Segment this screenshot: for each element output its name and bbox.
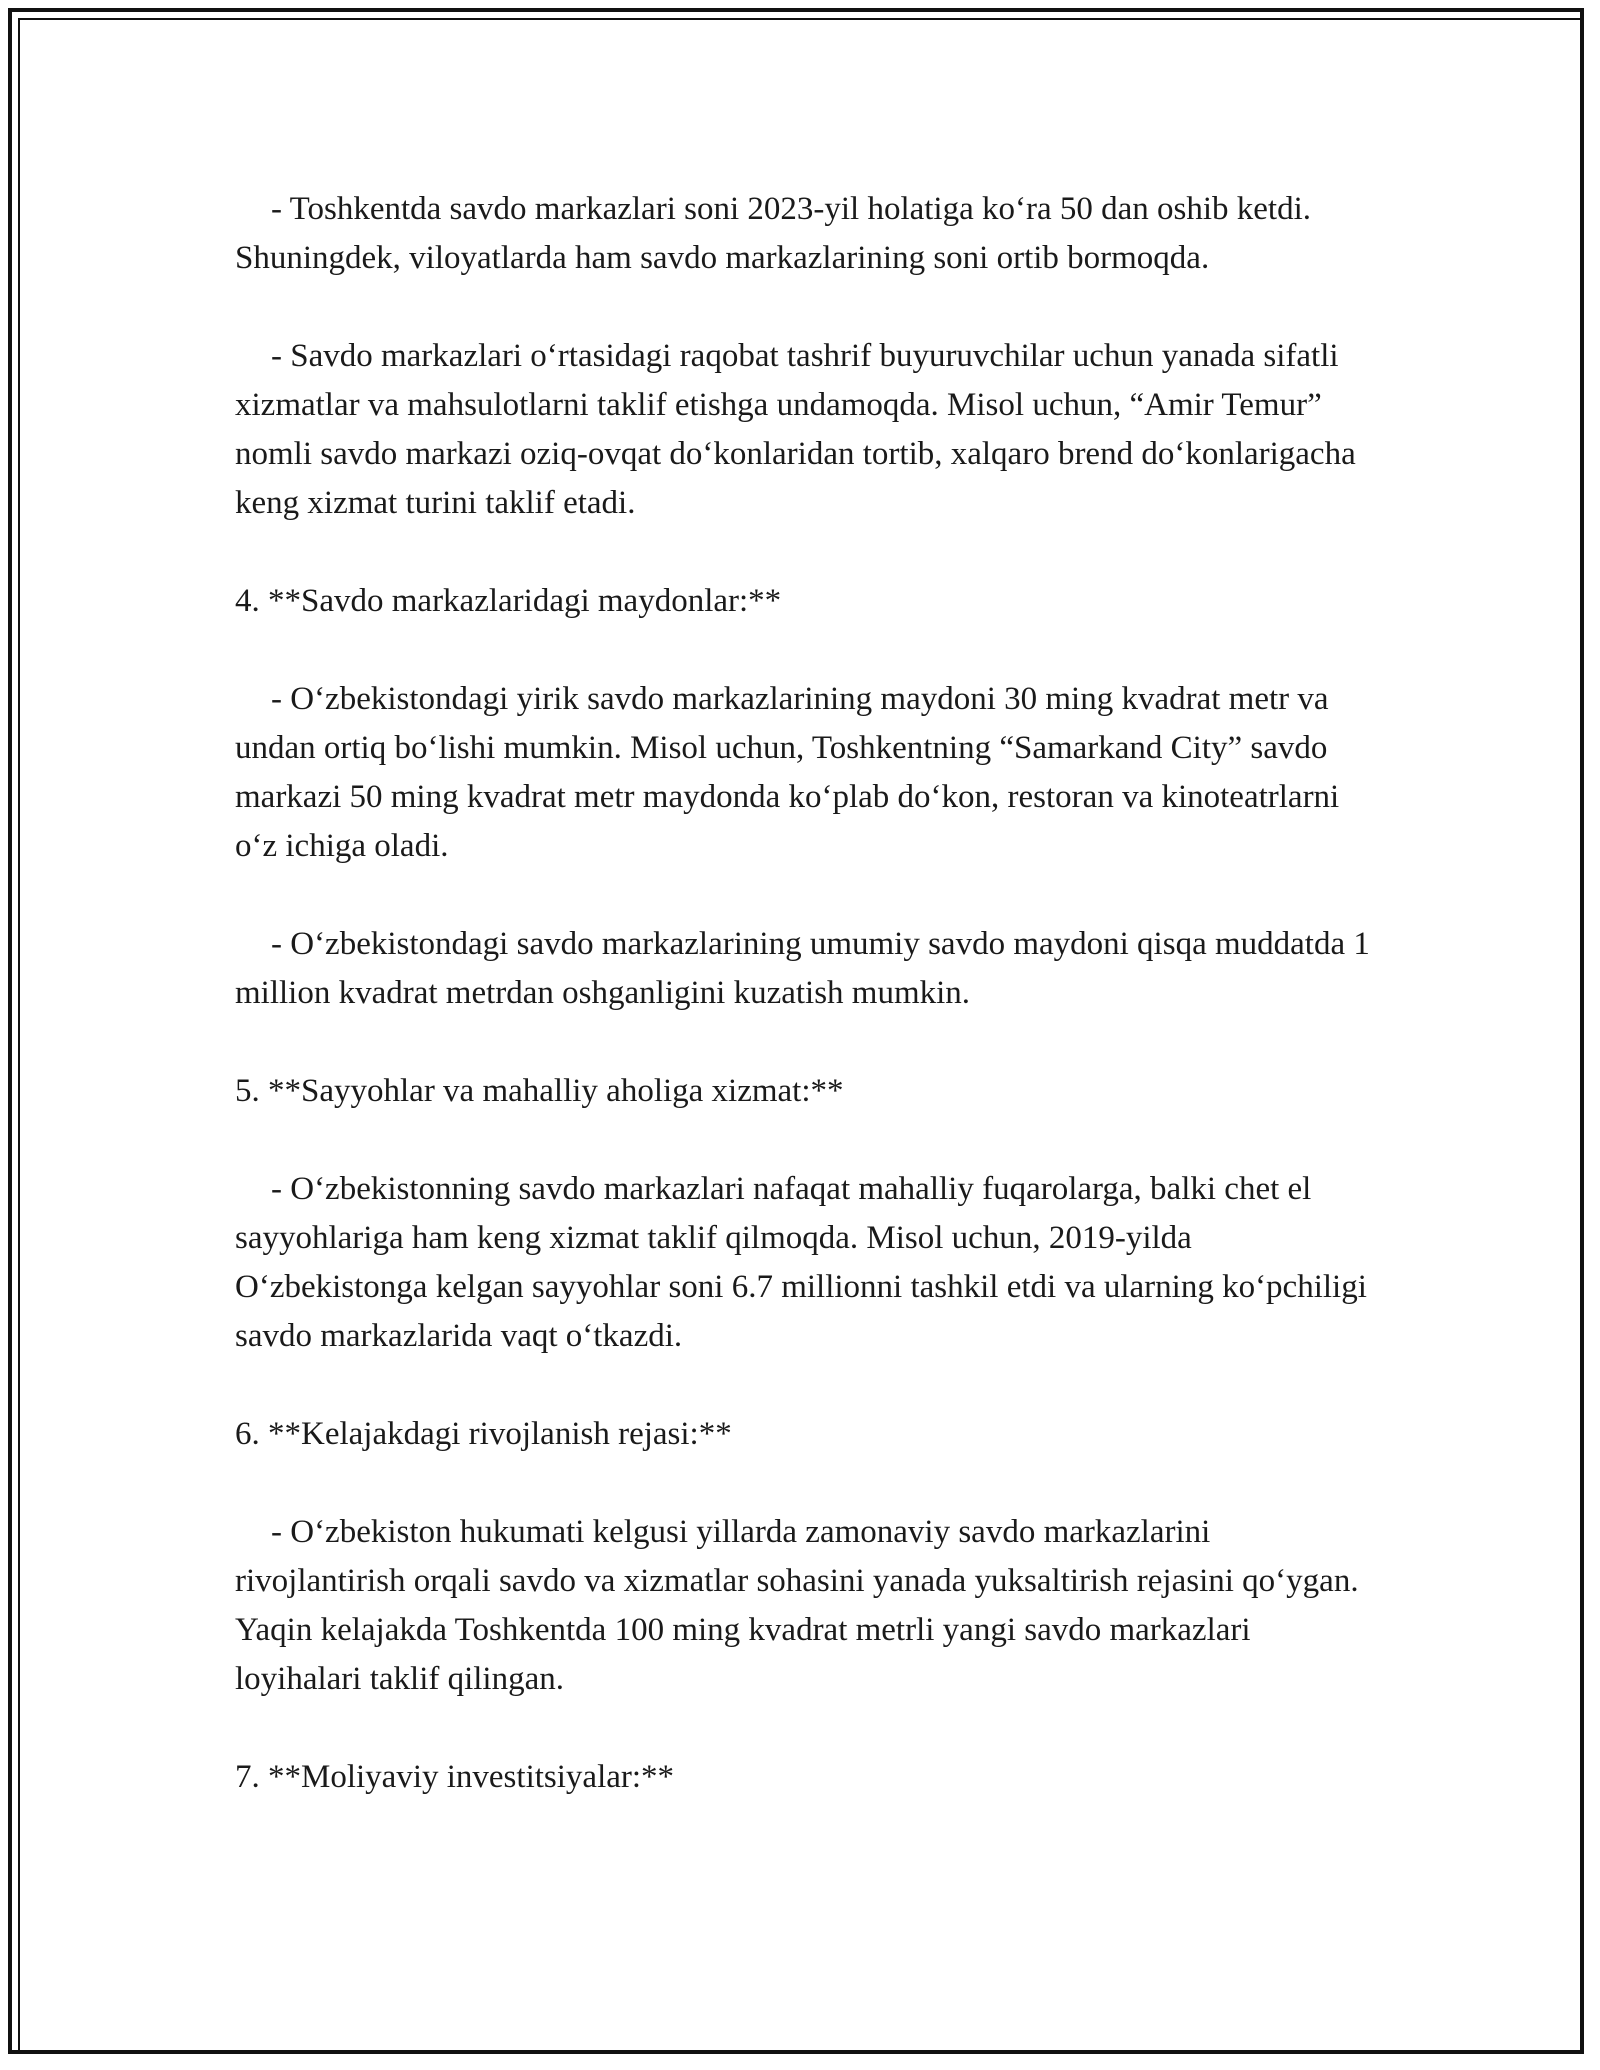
- section-heading-5: 5. **Sayyohlar va mahalliy aholiga xizmat:**: [235, 1073, 844, 1109]
- document-body: [235, 185, 1375, 1802]
- section-heading-4: 4. **Savdo markazlaridagi maydonlar:**: [235, 583, 782, 619]
- section-heading-6: 6. **Kelajakdagi rivojlanish rejasi:**: [235, 1416, 732, 1452]
- paragraph-competition: - Savdo markazlari o‘rtasidagi raqobat tashrif buyuruvchilar uchun yanada sifatli xizmatlar va mahsulotlarni taklif etishga undamoqda. Misol uchun, “Amir Temur” nomli savdo markazi oziq-ovqat do‘konlaridan tortib, xalqaro brend do‘konlarigacha keng xizmat turini taklif etadi.: [235, 338, 1356, 521]
- paragraph-large-areas: - O‘zbekistondagi yirik savdo markazlarining maydoni 30 ming kvadrat metr va undan ortiq bo‘lishi mumkin. Misol uchun, Toshkentning “Samarkand City” savdo markazi 50 ming kvadrat metr maydonda ko‘plab do‘kon, restoran va kinoteatrlarni o‘z ichiga oladi.: [235, 681, 1340, 864]
- section-heading-7: 7. **Moliyaviy investitsiyalar:**: [235, 1759, 675, 1795]
- paragraph-total-area: - O‘zbekistondagi savdo markazlarining umumiy savdo maydoni qisqa muddatda 1 million kvadrat metrdan oshganligini kuzatish mumkin.: [235, 926, 1370, 1011]
- paragraph-tourists: - O‘zbekistonning savdo markazlari nafaqat mahalliy fuqarolarga, balki chet el sayyohlariga ham keng xizmat taklif qilmoqda. Misol uchun, 2019-yilda O‘zbekistonga kelgan sayyohlar soni 6.7 millionni tashkil etdi va ularning ko‘pchiligi savdo markazlarida vaqt o‘tkazdi.: [235, 1171, 1367, 1354]
- paragraph-toshkent-count: - Toshkentda savdo markazlari soni 2023-yil holatiga ko‘ra 50 dan oshib ketdi. Shuningdek, viloyatlarda ham savdo markazlarining soni ortib bormoqda.: [235, 191, 1312, 276]
- paragraph-future-plan: - O‘zbekiston hukumati kelgusi yillarda zamonaviy savdo markazlarini rivojlantirish orqali savdo va xizmatlar sohasini yanada yuksaltirish rejasini qo‘ygan. Yaqin kelajakda Toshkentda 100 ming kvadrat metrli yangi savdo markazlari loyihalari taklif qilingan.: [235, 1514, 1359, 1697]
